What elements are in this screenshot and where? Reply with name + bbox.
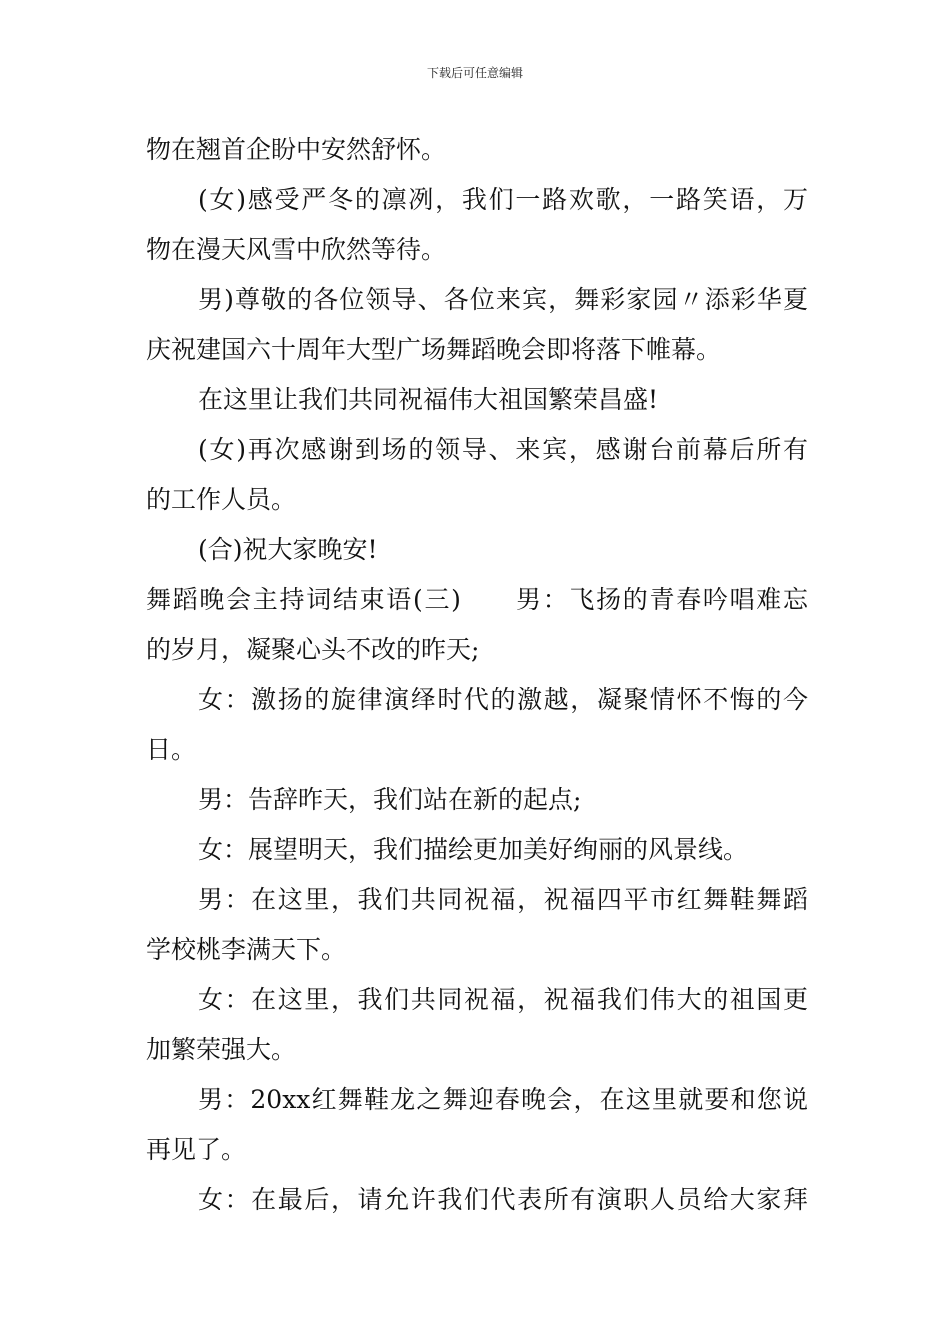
text-line: 男)尊敬的各位领导、各位来宾，舞彩家园〃添彩华夏 (198, 285, 808, 314)
text-line: 的工作人员。 (146, 485, 297, 514)
text-line: 的岁月，凝聚心头不改的昨天; (146, 635, 480, 664)
text-line: 女：在最后，请允许我们代表所有演职人员给大家拜 (198, 1185, 808, 1214)
text-line: 加繁荣强大。 (146, 1035, 297, 1064)
text-line: 再见了。 (146, 1135, 247, 1164)
text-line: 男：20xx红舞鞋龙之舞迎春晚会，在这里就要和您说 (198, 1085, 808, 1114)
text-line: 在这里让我们共同祝福伟大祖国繁荣昌盛! (198, 385, 659, 414)
text-line: 女：展望明天，我们描绘更加美好绚丽的风景线。 (198, 835, 749, 864)
section-title-line: 舞蹈晚会主持词结束语(三) 男：飞扬的青春吟唱难忘 (146, 585, 808, 614)
document-body (146, 125, 808, 1225)
text-line: 日。 (146, 735, 197, 764)
text-line: 物在漫天风雪中欣然等待。 (146, 235, 447, 264)
text-line: 男：在这里，我们共同祝福，祝福四平市红舞鞋舞蹈 (198, 885, 808, 914)
text-line: (女)感受严冬的凛冽，我们一路欢歌，一路笑语，万 (198, 185, 808, 214)
text-line: 女：在这里，我们共同祝福，祝福我们伟大的祖国更 (198, 985, 808, 1014)
page-header: 下载后可任意编辑 (426, 66, 523, 80)
text-line: 庆祝建国六十周年大型广场舞蹈晚会即将落下帷幕。 (146, 335, 722, 364)
text-line: (合)祝大家晚安! (198, 535, 378, 564)
text-line: 学校桃李满天下。 (146, 935, 347, 964)
text-line: 男：告辞昨天，我们站在新的起点; (198, 785, 582, 814)
text-line: (女)再次感谢到场的领导、来宾，感谢台前幕后所有 (198, 435, 808, 464)
text-line: 物在翘首企盼中安然舒怀。 (146, 135, 447, 164)
text-line: 女：激扬的旋律演绎时代的激越，凝聚情怀不悔的今 (198, 685, 808, 714)
